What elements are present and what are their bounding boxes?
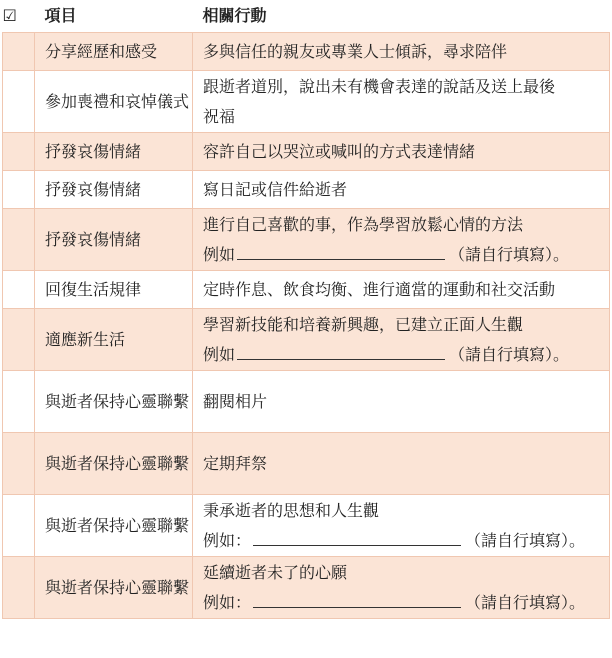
item-cell: 抒發哀傷情緒 [35,133,193,171]
fill-in-line [203,526,609,556]
row-checkbox-cell[interactable] [3,271,35,309]
action-cell [193,33,610,71]
row-checkbox-cell[interactable] [3,557,35,619]
action-text: 翻閱相片 [203,391,268,411]
item-cell: 與逝者保持心靈聯繫 [35,371,193,433]
example-prefix: 例如： [203,592,252,612]
table-row [3,33,610,71]
row-checkbox-cell[interactable] [3,71,35,133]
action-text: 多與信任的親友或專業人士傾訴，尋求陪伴 [203,41,508,61]
table-row [3,557,610,619]
action-cell [193,557,610,619]
item-cell: 與逝者保持心靈聯繫 [35,557,193,619]
action-text: 秉承逝者的思想和人生觀 [203,500,380,520]
fill-in-line [203,340,609,370]
row-checkbox-cell[interactable] [3,33,35,71]
table-row [3,209,610,271]
action-text: 跟逝者道別，說出未有機會表達的說話及送上最後 [203,76,556,96]
table-row [3,171,610,209]
action-cell [193,171,610,209]
row-checkbox-cell[interactable] [3,495,35,557]
action-cell [193,271,610,309]
action-text: 學習新技能和培養新興趣，已建立正面人生觀 [203,314,524,334]
example-suffix: （請自行填寫）。 [449,244,570,264]
action-cell [193,371,610,433]
fill-in-blank[interactable] [253,527,461,546]
grief-actions-table [2,0,610,619]
item-cell: 抒發哀傷情緒 [35,171,193,209]
action-text: 容許自己以哭泣或喊叫的方式表達情緒 [203,141,476,161]
example-suffix: （請自行填寫）。 [465,530,586,550]
action-text: 祝福 [203,106,236,126]
example-prefix: 例如 [203,344,236,364]
action-cell [193,209,610,271]
table-row [3,495,610,557]
action-text: 定時作息、飲食均衡、進行適當的運動和社交活動 [203,279,556,299]
example-prefix: 例如 [203,244,236,264]
table-row [3,309,610,371]
fill-in-blank[interactable] [253,589,461,608]
action-cell [193,133,610,171]
fill-in-line [203,240,609,270]
action-cell [193,433,610,495]
row-checkbox-cell[interactable] [3,171,35,209]
example-suffix: （請自行填寫）。 [449,344,570,364]
item-cell: 抒發哀傷情緒 [35,209,193,271]
row-checkbox-cell[interactable] [3,371,35,433]
row-checkbox-cell[interactable] [3,133,35,171]
action-text: 進行自己喜歡的事，作為學習放鬆心情的方法 [203,214,524,234]
item-cell: 適應新生活 [35,309,193,371]
table-row [3,71,610,133]
example-prefix: 例如： [203,530,252,550]
action-cell [193,309,610,371]
item-cell: 參加喪禮和哀悼儀式 [35,71,193,133]
item-column-header: 項目 [35,0,193,33]
fill-in-line [203,588,609,618]
checkbox-header-icon: ☑ [3,0,35,33]
item-cell: 回復生活規律 [35,271,193,309]
table-row [3,133,610,171]
action-text: 寫日記或信件給逝者 [203,179,348,199]
fill-in-blank[interactable] [237,241,445,260]
action-text: 延續逝者未了的心願 [203,562,348,582]
table-row [3,371,610,433]
row-checkbox-cell[interactable] [3,309,35,371]
action-text: 定期拜祭 [203,453,268,473]
row-checkbox-cell[interactable] [3,209,35,271]
item-cell: 與逝者保持心靈聯繫 [35,433,193,495]
item-cell: 與逝者保持心靈聯繫 [35,495,193,557]
action-cell [193,71,610,133]
table-row [3,433,610,495]
action-cell [193,495,610,557]
example-suffix: （請自行填寫）。 [465,592,586,612]
row-checkbox-cell[interactable] [3,433,35,495]
action-column-header: 相關行動 [193,0,610,33]
item-cell: 分享經歷和感受 [35,33,193,71]
table-row [3,271,610,309]
fill-in-blank[interactable] [237,341,445,360]
table-body [3,33,610,619]
table-header-row [3,0,610,33]
